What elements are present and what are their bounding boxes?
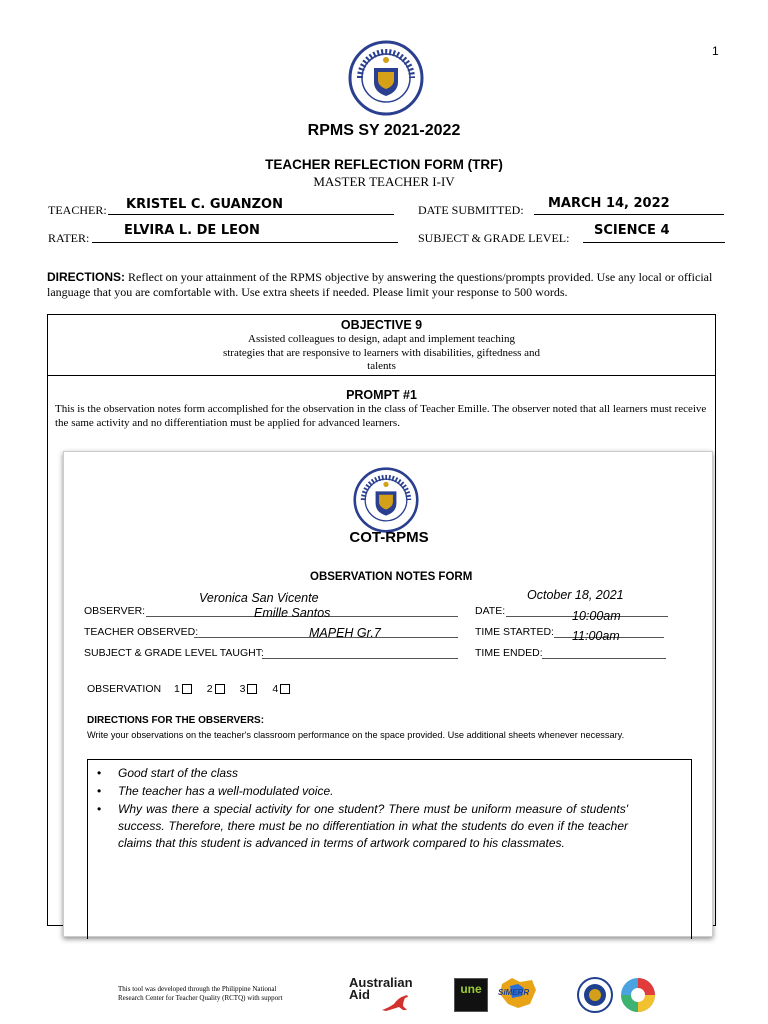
observation-checkbox-3[interactable] [247, 684, 257, 694]
rater-value: ELVIRA L. DE LEON [124, 223, 260, 238]
simerr-logo-text: SiMERR [498, 988, 530, 997]
time-started-value: 10:00am [572, 609, 621, 623]
cot-date-value: October 18, 2021 [527, 588, 624, 602]
observation-checkbox-2[interactable] [215, 684, 225, 694]
objective-text [47, 333, 716, 374]
directions-label: DIRECTIONS: [47, 270, 125, 284]
australian-aid-line-1: Australian [349, 975, 413, 990]
footer-line-2: Research Center for Teacher Quality (RCTQ) with support [118, 994, 283, 1002]
objective-line-1: Assisted colleagues to design, adapt and implement teaching [248, 333, 515, 345]
date-underline [534, 214, 724, 215]
teacher-label: TEACHER: [48, 203, 107, 217]
observation-notes-list [88, 760, 628, 852]
subject-grade-label: SUBJECT & GRADE LEVEL: [418, 231, 570, 245]
subject-underline [583, 242, 725, 243]
cot-title: COT-RPMS [349, 529, 429, 546]
simerr-logo [496, 976, 538, 1012]
observation-note: • Why was there a special activity for one student? There must be uniform measure of students' success. Therefore, there must be no differentiation in what the students do even if the teacher claims that this student is advanced in terms of artwork compared to his classmates. [88, 801, 628, 852]
rctq-seal-icon [576, 976, 614, 1014]
teacher-value: KRISTEL C. GUANZON [126, 197, 283, 212]
observation-option-4[interactable]: 4 [272, 683, 290, 695]
observation-option-3[interactable]: 3 [240, 683, 258, 695]
observation-checkbox-1[interactable] [182, 684, 192, 694]
time-ended-underline [542, 658, 666, 659]
australian-aid-line-2: Aid [349, 987, 370, 1002]
directions-text: Reflect on your attainment of the RPMS objective by answering the questions/prompts provided. Use any local or official language that you are comfortable with. Use extra sheets if needed. Please limit your response to 500 words. [47, 270, 713, 299]
une-logo [454, 978, 488, 1012]
prompt-title: PROMPT #1 [346, 388, 417, 402]
cot-deped-seal [353, 467, 419, 533]
time-ended-label: TIME ENDED: [475, 647, 543, 659]
footer-text [118, 985, 282, 1003]
observer-directions-text: Write your observations on the teacher's classroom performance on the space provided. Use additional sheets whenever necessary. [87, 730, 625, 740]
observation-row [87, 683, 290, 695]
observation-option-2[interactable]: 2 [207, 683, 225, 695]
deped-seal [348, 40, 424, 116]
cot-date-label: DATE: [475, 605, 506, 617]
teacher-underline [108, 214, 394, 215]
date-submitted-value: MARCH 14, 2022 [548, 196, 670, 211]
teacher-observed-label: TEACHER OBSERVED: [84, 626, 199, 638]
rater-label: RATER: [48, 231, 90, 245]
footer-line-1: This tool was developed through the Philippine National [118, 985, 277, 993]
prompt-text: This is the observation notes form accomplished for the observation in the class of Teacher Emille. The observer noted that all learners must receive the same activity and no differentiation must be applied for advanced learners. [55, 403, 707, 429]
subject-taught-underline [262, 658, 458, 659]
objective-line-3: talents [367, 360, 396, 372]
page-number: 1 [712, 44, 719, 58]
observer-directions-title: DIRECTIONS FOR THE OBSERVERS: [87, 715, 265, 726]
observer-value: Veronica San Vicente [199, 591, 319, 605]
observer-label: OBSERVER: [84, 605, 146, 617]
page-title: RPMS SY 2021-2022 [307, 122, 461, 139]
cot-rpms-form [63, 451, 713, 937]
observation-checkbox-4[interactable] [280, 684, 290, 694]
time-ended-value: 11:00am [572, 629, 620, 643]
subject-taught-label: SUBJECT & GRADE LEVEL TAUGHT: [84, 647, 264, 659]
table-divider [47, 375, 716, 376]
directions [47, 270, 725, 300]
form-name: TEACHER REFLECTION FORM (TRF) [265, 157, 503, 172]
subject-grade-value: SCIENCE 4 [594, 223, 670, 238]
kangaroo-icon [378, 994, 418, 1012]
time-started-label: TIME STARTED: [475, 626, 554, 638]
observation-note: • Good start of the class [88, 765, 628, 782]
rater-underline [92, 242, 398, 243]
subject-taught-value: MAPEH Gr.7 [309, 626, 381, 640]
objective-line-2: strategies that are responsive to learners with disabilities, giftedness and [222, 346, 541, 359]
date-submitted-label: DATE SUBMITTED: [418, 203, 524, 217]
observation-option-1[interactable]: 1 [174, 683, 192, 695]
observation-label: OBSERVATION [87, 683, 162, 695]
observation-notes-box [87, 759, 692, 939]
objective-title: OBJECTIVE 9 [340, 318, 423, 332]
rctq-logo-icon [618, 976, 658, 1014]
observation-note: • The teacher has a well-modulated voice. [88, 783, 628, 800]
teacher-observed-value: Emille Santos [254, 606, 331, 620]
position-subtitle: MASTER TEACHER I-IV [313, 174, 455, 189]
une-logo-text: une [460, 982, 482, 996]
cot-form-title: OBSERVATION NOTES FORM [310, 571, 473, 583]
